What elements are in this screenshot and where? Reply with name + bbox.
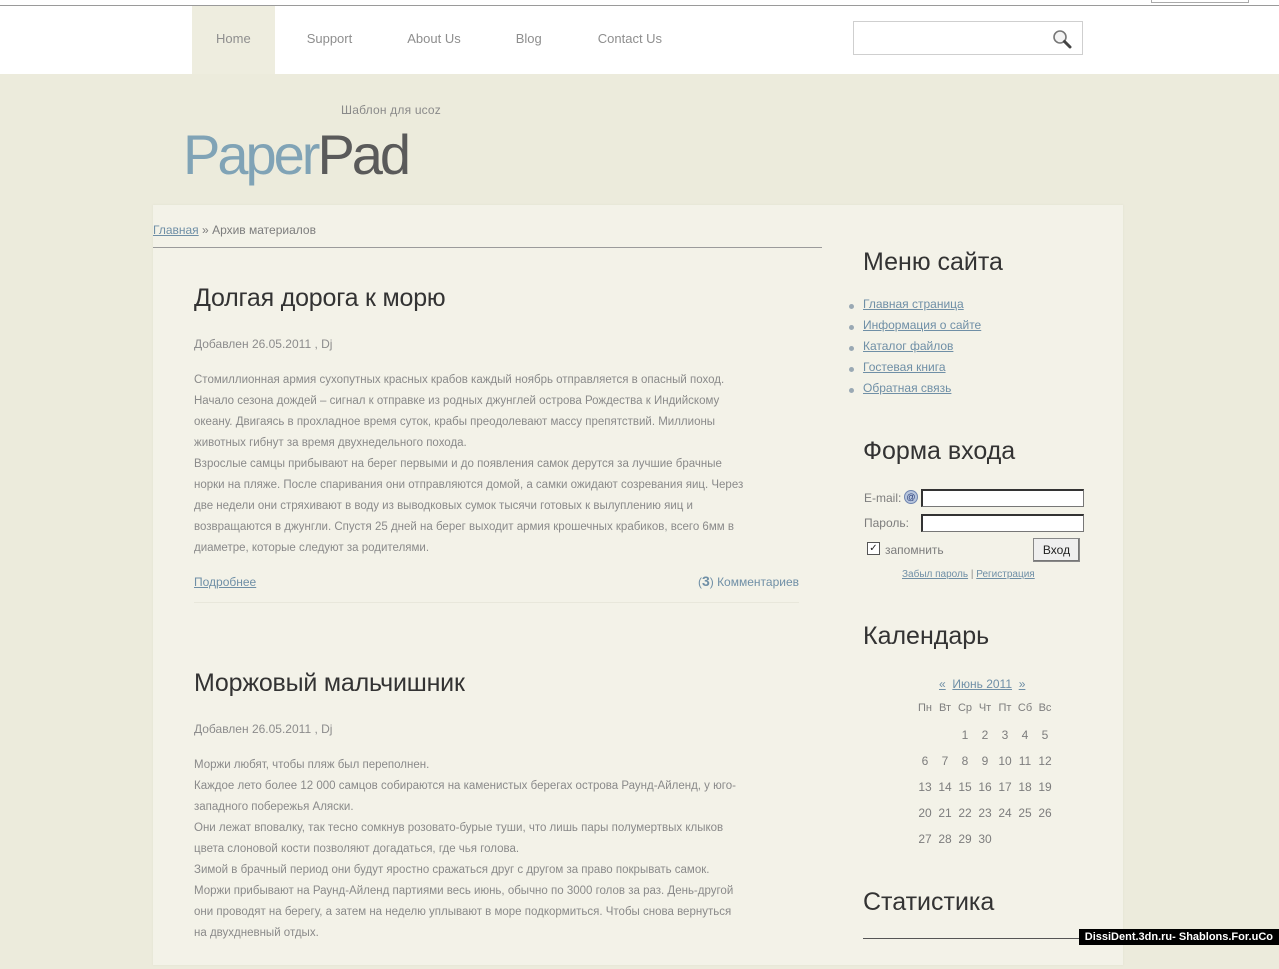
calendar-day: 11 bbox=[1018, 754, 1032, 768]
menu-item-home bbox=[863, 297, 981, 318]
login-form-title: Форма входа bbox=[863, 437, 1016, 465]
post-text-line: Начало сезона дождей – сигнал к отправке из родных джунглей острова Рождества к Индийскому bbox=[194, 395, 720, 407]
calendar-grid bbox=[915, 702, 1055, 858]
menu-link[interactable]: Каталог файлов bbox=[863, 339, 954, 353]
calendar-weekday: Чт bbox=[978, 702, 992, 714]
calendar-day: 6 bbox=[921, 754, 929, 768]
calendar-day: 23 bbox=[978, 806, 992, 820]
post-text-line: две недели они стряхивают в воду из выводковых сумок тысячи готовых к вылуплению яиц и bbox=[194, 500, 693, 512]
comments-label: ) Комментариев bbox=[709, 575, 799, 589]
calendar-day: 16 bbox=[978, 780, 992, 794]
post-text-line: диаметре, которые следуют за родителями. bbox=[194, 542, 430, 554]
calendar-day: 27 bbox=[918, 832, 932, 846]
menu-link[interactable]: Обратная связь bbox=[863, 381, 952, 395]
stats-divider bbox=[863, 938, 1093, 939]
calendar-day bbox=[1035, 832, 1055, 858]
calendar-weekday: Пт bbox=[998, 702, 1012, 714]
post-text-line: цвета слоновой кости позволяют догадаться, где чья голова. bbox=[194, 843, 520, 855]
remember-label: запомнить bbox=[885, 543, 944, 557]
nav-home[interactable]: Home bbox=[192, 6, 275, 74]
calendar-day: 2 bbox=[981, 728, 989, 742]
post-body bbox=[194, 755, 736, 944]
calendar-day: 25 bbox=[1018, 806, 1032, 820]
calendar-prev-link[interactable]: « bbox=[939, 677, 946, 691]
post-text-line: Стомиллионная армия сухопутных красных крабов каждый ноябрь отправляется в опасный поход. bbox=[194, 374, 725, 386]
post-text-line: Каждое лето более 12 000 самцов собираются на каменистых берегах острова Раунд-Айленд, у юго- bbox=[194, 780, 736, 792]
nav-support[interactable]: Support bbox=[306, 31, 353, 46]
menu-item-files bbox=[863, 339, 981, 360]
forgot-password-link[interactable]: Забыл пароль bbox=[902, 569, 969, 580]
breadcrumb-separator: » bbox=[202, 223, 209, 237]
post-text-line: Взрослые самцы прибывают на берег первыми и до появления самок дерутся за лучшие брачные bbox=[194, 458, 722, 470]
calendar-day: 22 bbox=[958, 806, 972, 820]
comments-link[interactable] bbox=[698, 573, 799, 589]
post-text-line: норки на пляже. После спаривания они отправляются домой, а самки ожидают созревания яиц. Через bbox=[194, 479, 744, 491]
calendar-day: 24 bbox=[998, 806, 1012, 820]
menu-item-guestbook bbox=[863, 360, 981, 381]
login-links bbox=[902, 569, 1035, 580]
search-box bbox=[853, 21, 1083, 55]
calendar-day: 17 bbox=[998, 780, 1012, 794]
breadcrumb-divider bbox=[153, 247, 822, 248]
calendar-header bbox=[939, 677, 1025, 691]
nav-about-us[interactable]: About Us bbox=[407, 31, 461, 46]
content-panel bbox=[153, 205, 1123, 965]
calendar-day bbox=[935, 728, 955, 754]
post-text-line: возвращаются в джунгли. Спустя 25 дней на берег выходит армия крошечных крабиков, всего 6мм в bbox=[194, 521, 734, 533]
calendar-day: 12 bbox=[1038, 754, 1052, 768]
post-title[interactable]: Долгая дорога к морю bbox=[194, 284, 446, 312]
calendar-week-row bbox=[915, 754, 1055, 780]
menu-item-about bbox=[863, 318, 981, 339]
calendar-day: 26 bbox=[1038, 806, 1052, 820]
post-title[interactable]: Моржовый мальчишник bbox=[194, 669, 465, 697]
post-text-line: Моржи прибывают на Раунд-Айленд партиями весь июнь, обычно по 3000 голов за раз. День-другой bbox=[194, 885, 734, 897]
calendar-week-row bbox=[915, 832, 1055, 858]
post-meta: Добавлен 26.05.2011 , Dj bbox=[194, 337, 333, 351]
logo-part-pad: Pad bbox=[317, 123, 409, 186]
stats-title: Статистика bbox=[863, 888, 995, 916]
calendar-day: 14 bbox=[938, 780, 952, 794]
calendar-day bbox=[915, 728, 935, 754]
login-button[interactable]: Вход bbox=[1033, 538, 1080, 562]
post-text-line: Зимой в брачный период они будут яростно сражаться друг с другом за право покрывать самок. bbox=[194, 864, 710, 876]
watermark: DissiDent.3dn.ru- Shablons.For.uCo bbox=[1079, 929, 1279, 945]
post-divider bbox=[194, 602, 799, 603]
breadcrumb-current: Архив материалов bbox=[212, 223, 316, 237]
site-logo[interactable] bbox=[183, 120, 408, 190]
post-text-line: Они лежат вповалку, так тесно сомкнув розовато-бурые туши, что лишь пары полумертвых клыков bbox=[194, 822, 724, 834]
calendar-title: Календарь bbox=[863, 622, 990, 650]
menu-link[interactable]: Информация о сайте bbox=[863, 318, 982, 332]
calendar-day: 7 bbox=[941, 754, 949, 768]
post-text-line: на двухдневный отдых. bbox=[194, 927, 319, 939]
read-more-link[interactable]: Подробнее bbox=[194, 575, 257, 589]
calendar-month-link[interactable]: Июнь 2011 bbox=[952, 677, 1013, 691]
calendar-day: 29 bbox=[958, 832, 972, 846]
post-text-line: животных гибнут за время двухнедельного похода. bbox=[194, 437, 467, 449]
browser-tab-stub bbox=[1151, 0, 1249, 3]
site-menu bbox=[863, 297, 981, 402]
password-label: Пароль: bbox=[864, 516, 909, 530]
comments-count: 3 bbox=[701, 573, 710, 589]
calendar-weekday: Ср bbox=[957, 702, 973, 714]
calendar-week-row bbox=[915, 780, 1055, 806]
calendar-day bbox=[1015, 832, 1035, 858]
calendar-day: 20 bbox=[918, 806, 932, 820]
search-icon[interactable] bbox=[1052, 29, 1072, 49]
breadcrumb-home-link[interactable]: Главная bbox=[153, 223, 199, 237]
calendar-weekday: Сб bbox=[1017, 702, 1033, 714]
menu-link[interactable]: Главная страница bbox=[863, 297, 964, 311]
calendar-weekday: Вт bbox=[938, 702, 951, 714]
menu-item-feedback bbox=[863, 381, 981, 402]
calendar-day: 13 bbox=[918, 780, 932, 794]
calendar-day: 4 bbox=[1021, 728, 1029, 742]
calendar-next-link[interactable]: » bbox=[1018, 677, 1026, 691]
calendar-week-row bbox=[915, 806, 1055, 832]
register-link[interactable]: Регистрация bbox=[976, 569, 1035, 580]
remember-checkbox[interactable]: ✓ bbox=[867, 542, 880, 555]
password-field[interactable] bbox=[921, 514, 1084, 532]
post-meta: Добавлен 26.05.2011 , Dj bbox=[194, 722, 333, 736]
site-header bbox=[0, 6, 1279, 74]
logo-part-paper: Paper bbox=[183, 123, 318, 186]
calendar-weekday-row bbox=[915, 702, 1055, 728]
calendar-day: 30 bbox=[978, 832, 992, 846]
post-body bbox=[194, 370, 743, 559]
menu-link[interactable]: Гостевая книга bbox=[863, 360, 946, 374]
calendar-day: 1 bbox=[961, 728, 969, 742]
search-input[interactable] bbox=[860, 28, 1044, 50]
calendar-weekday: Вс bbox=[1038, 702, 1052, 714]
sidebar-menu-title: Меню сайта bbox=[863, 248, 1003, 276]
calendar-day: 3 bbox=[1001, 728, 1009, 742]
calendar-day: 28 bbox=[938, 832, 952, 846]
calendar-day: 9 bbox=[981, 754, 989, 768]
post-text-line: западного побережья Аляски. bbox=[194, 801, 354, 813]
main-nav bbox=[192, 6, 688, 74]
nav-contact-us[interactable]: Contact Us bbox=[597, 31, 663, 46]
calendar-day: 19 bbox=[1038, 780, 1052, 794]
calendar-weekday: Пн bbox=[918, 702, 932, 714]
post-entry bbox=[194, 284, 799, 614]
calendar-day: 5 bbox=[1041, 728, 1049, 742]
post-entry bbox=[194, 669, 799, 969]
site-tagline: Шаблон для ucoz bbox=[341, 103, 441, 117]
calendar-day: 10 bbox=[998, 754, 1012, 768]
post-text-line: Моржи любят, чтобы пляж был переполнен. bbox=[194, 759, 430, 771]
email-label: E-mail: bbox=[864, 491, 902, 505]
calendar-day bbox=[995, 832, 1015, 858]
calendar-day: 8 bbox=[961, 754, 969, 768]
calendar-day: 18 bbox=[1018, 780, 1032, 794]
calendar-day: 21 bbox=[938, 806, 952, 820]
comments-open-paren: ( bbox=[697, 575, 702, 589]
nav-blog[interactable]: Blog bbox=[515, 31, 542, 46]
email-field[interactable] bbox=[921, 489, 1084, 507]
at-badge-icon: @ bbox=[904, 490, 918, 504]
breadcrumb bbox=[153, 223, 316, 237]
calendar-week-row bbox=[915, 728, 1055, 754]
post-text-line: они проводят на берегу, а затем на неделю уплывают в море подкормиться. Чтобы снова вернуться bbox=[194, 906, 732, 918]
post-text-line: океану. Двигаясь в прохладное время суток, крабы преодолевают массу препятствий. Миллионы bbox=[194, 416, 716, 428]
links-separator: | bbox=[970, 569, 974, 580]
calendar-day: 15 bbox=[958, 780, 972, 794]
